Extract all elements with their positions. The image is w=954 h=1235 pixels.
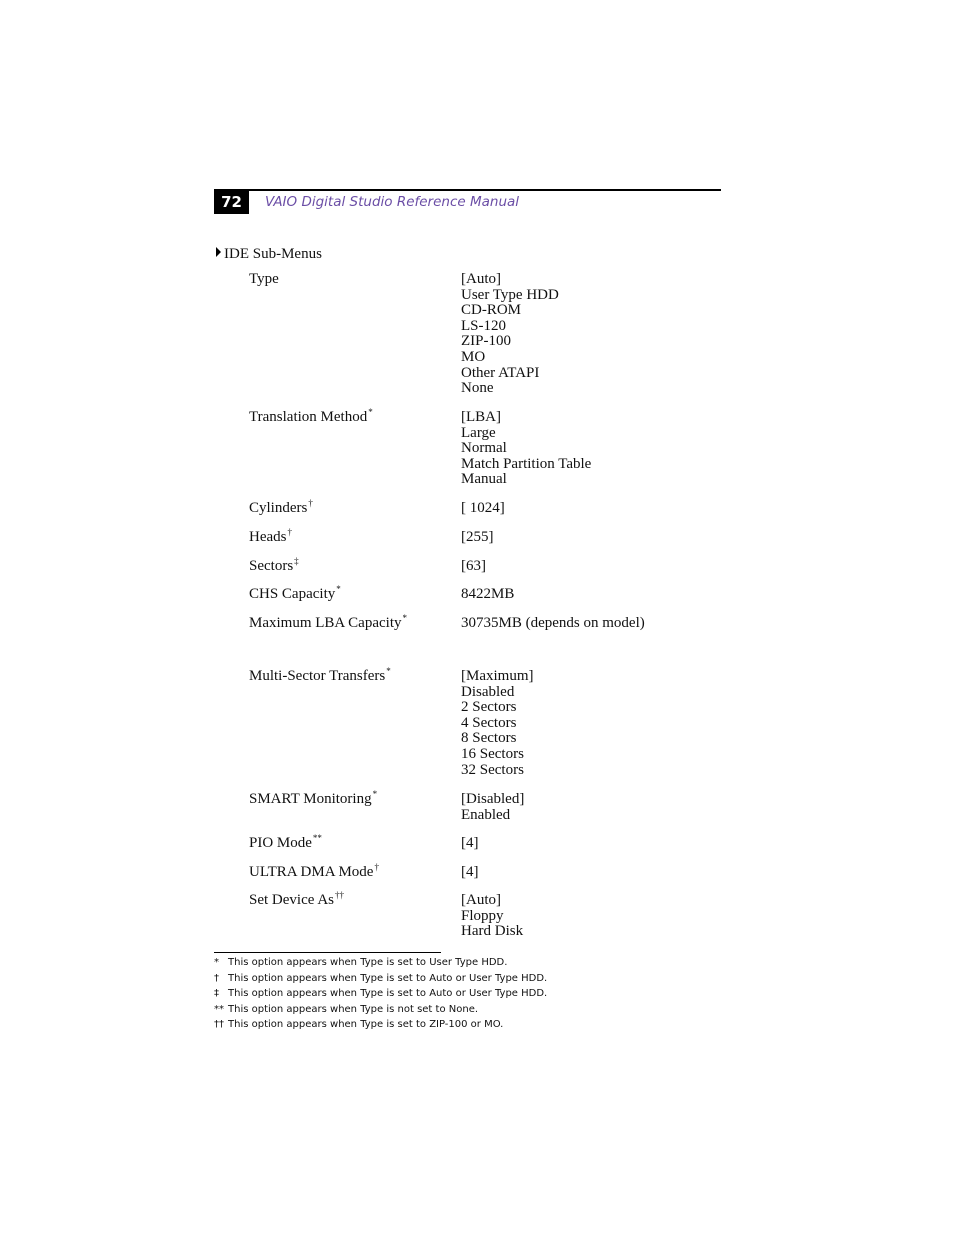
setting-options — [461, 530, 494, 546]
setting-option: MO — [461, 348, 486, 365]
footnote — [214, 971, 547, 987]
setting-option: 2 Sectors — [461, 699, 517, 716]
footnote-text: This option appears when Type is set to User Type HDD. — [228, 957, 508, 968]
page-number: 72 — [214, 190, 249, 214]
setting-option: [Disabled] — [461, 791, 525, 807]
setting-options — [461, 272, 559, 397]
setting-label — [249, 498, 313, 517]
setting-label-text: Sectors — [249, 558, 294, 574]
setting-label-text: Cylinders — [249, 500, 308, 516]
setting-option: [4] — [461, 864, 479, 880]
header-rule — [214, 189, 721, 191]
setting-options — [461, 669, 534, 778]
footnote-mark: ** — [312, 833, 322, 843]
setting-option: User Type HDD — [461, 286, 559, 303]
setting-label-text: Heads — [249, 529, 287, 545]
setting-label — [249, 584, 341, 603]
setting-option: [63] — [461, 558, 486, 574]
setting-option: None — [461, 380, 494, 397]
setting-option: Match Partition Table — [461, 455, 592, 472]
setting-label-text: SMART Monitoring — [249, 791, 372, 807]
setting-label — [249, 527, 292, 546]
manual-title: VAIO Digital Studio Reference Manual — [265, 194, 520, 210]
footnote-symbol: ‡ — [214, 988, 219, 999]
setting-options — [461, 836, 479, 852]
footnote-symbol: †† — [214, 1019, 224, 1030]
setting-label — [249, 862, 379, 881]
section-heading — [216, 246, 322, 263]
setting-option: [LBA] — [461, 409, 501, 425]
footnote-symbol: * — [214, 957, 219, 968]
setting-option: 4 Sectors — [461, 714, 517, 731]
setting-option: Hard Disk — [461, 923, 524, 940]
setting-option: Manual — [461, 471, 507, 488]
setting-options — [461, 587, 514, 603]
setting-option: [4] — [461, 835, 479, 851]
setting-option: [ 1024] — [461, 500, 505, 516]
setting-options — [461, 616, 645, 632]
setting-options — [461, 865, 479, 881]
setting-label-text: ULTRA DMA Mode — [249, 864, 374, 880]
footnote-mark: † — [374, 862, 379, 872]
setting-label — [249, 272, 279, 288]
setting-option: Normal — [461, 440, 507, 457]
footnote-mark: † — [287, 527, 292, 537]
setting-label-text: Type — [249, 271, 279, 287]
setting-option: ZIP-100 — [461, 333, 511, 350]
setting-label-text: Translation Method — [249, 409, 368, 425]
footnote-mark: * — [368, 407, 373, 417]
setting-option: Floppy — [461, 907, 504, 924]
footnote-mark: † — [308, 498, 313, 508]
setting-option: [Auto] — [461, 271, 501, 287]
setting-option: 32 Sectors — [461, 761, 524, 778]
bullet-arrow-icon — [216, 247, 221, 257]
setting-label — [249, 613, 407, 632]
setting-label — [249, 890, 344, 909]
setting-label — [249, 789, 378, 808]
setting-option: [255] — [461, 529, 494, 545]
footnote-rule — [214, 952, 441, 953]
footnote-text: This option appears when Type is set to ZIP-100 or MO. — [228, 1019, 504, 1030]
setting-label — [249, 833, 322, 852]
setting-options — [461, 893, 523, 940]
footnote-symbol: † — [214, 972, 219, 984]
setting-label-text: Set Device As — [249, 892, 334, 908]
setting-option: Other ATAPI — [461, 364, 540, 381]
setting-option: 8422MB — [461, 586, 515, 602]
setting-option: CD-ROM — [461, 302, 522, 319]
setting-option: [Maximum] — [461, 668, 534, 684]
setting-options — [461, 792, 524, 823]
section-title: IDE Sub-Menus — [224, 246, 322, 262]
footnote — [214, 955, 547, 971]
setting-option: 30735MB (depends on model) — [461, 615, 645, 631]
setting-option: LS-120 — [461, 317, 506, 334]
footnote-text: This option appears when Type is set to Auto or User Type HDD. — [228, 972, 548, 984]
footnote-text: This option appears when Type is set to Auto or User Type HDD. — [228, 988, 548, 999]
setting-label-text: Multi-Sector Transfers — [249, 668, 386, 684]
footnote-mark: †† — [334, 890, 344, 900]
setting-option: 16 Sectors — [461, 745, 524, 762]
footnotes — [214, 955, 547, 1033]
setting-options — [461, 410, 591, 488]
footnote — [214, 1002, 547, 1018]
footnote-mark: * — [386, 666, 391, 676]
setting-label-text: PIO Mode — [249, 835, 312, 851]
footnote-mark: * — [372, 789, 378, 799]
setting-label-text: CHS Capacity — [249, 586, 336, 602]
setting-option: [Auto] — [461, 892, 501, 908]
setting-options — [461, 501, 505, 517]
setting-option: 8 Sectors — [461, 730, 517, 747]
footnote-text: This option appears when Type is not set to None. — [228, 1003, 479, 1015]
footnote-mark: * — [402, 613, 407, 623]
footnote — [214, 1017, 547, 1033]
footnote — [214, 986, 547, 1002]
setting-option: Enabled — [461, 806, 511, 823]
setting-options — [461, 559, 486, 575]
setting-label — [249, 666, 391, 685]
setting-label-text: Maximum LBA Capacity — [249, 615, 402, 631]
setting-label — [249, 556, 299, 575]
footnote-mark: ‡ — [294, 556, 299, 566]
footnote-mark: * — [336, 584, 341, 594]
footnote-symbol: ** — [214, 1003, 224, 1015]
setting-option: Large — [461, 424, 496, 441]
setting-label — [249, 407, 373, 426]
setting-option: Disabled — [461, 683, 515, 700]
